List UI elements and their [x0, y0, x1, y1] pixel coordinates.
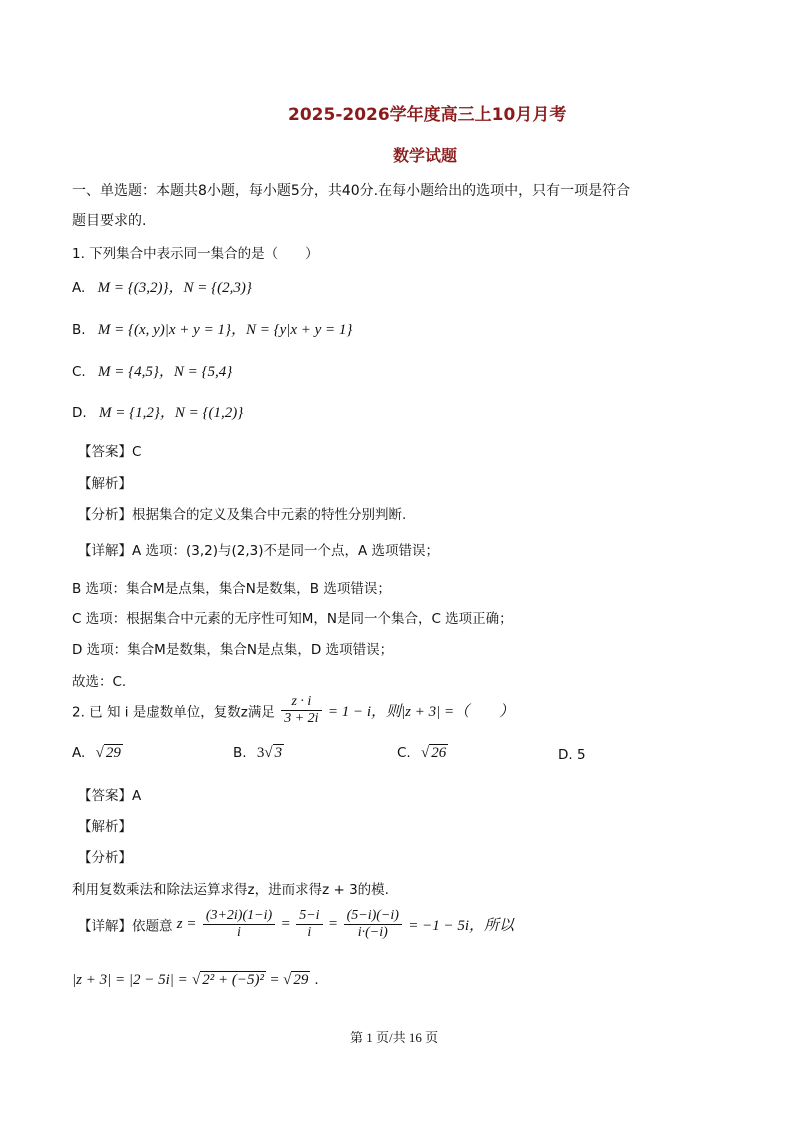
q1-stem: 1. 下列集合中表示同一集合的是（ ）: [72, 246, 319, 262]
fraction-numerator: z · i: [281, 694, 321, 711]
detail-prefix: 【详解】依题意: [78, 918, 173, 935]
equals-sign: =: [281, 916, 290, 932]
q2-fenxi-head: 【分析】: [78, 850, 132, 866]
sqrt-expression: 3√ 3: [256, 745, 283, 761]
page-title: 2025-2026学年度高三上10月月考: [288, 105, 567, 125]
q1-detail-b: B 选项：集合M是点集，集合N是数集，B 选项错误；: [72, 581, 391, 597]
option-math: M = {1,2}，N = {(1,2)}: [98, 405, 244, 421]
option-label: C.: [72, 364, 86, 380]
equals-sign: =: [328, 916, 338, 932]
fraction-1: [203, 908, 275, 941]
q2-answer: 【答案】A: [78, 788, 142, 804]
sqrt-expression: √ 2² + (−5)²: [192, 972, 265, 988]
q2-option-c: [397, 745, 448, 762]
q2-stem-prefix: 2. 已 知 i 是虚数单位，复数z满足: [72, 704, 275, 721]
fraction-denominator: i: [307, 925, 312, 940]
q2-fraction: [281, 694, 321, 727]
fraction-3: [344, 908, 402, 941]
option-label: C.: [397, 745, 411, 761]
fraction-numerator: 5−i: [296, 908, 322, 925]
q1-answer: 【答案】C: [78, 444, 142, 460]
option-label: D.: [72, 405, 87, 421]
fraction-2: [296, 908, 322, 941]
section-heading-line2: 题目要求的.: [72, 213, 147, 229]
option-math: M = {(3,2)}，N = {(2,3)}: [97, 280, 252, 296]
option-label: A.: [72, 280, 86, 296]
q1-analysis-head: 【解析】: [78, 476, 132, 492]
q2-modulus: [72, 972, 318, 989]
page-number: 第 1 页/共 16 页: [350, 1030, 439, 1045]
q2-stem: [72, 694, 514, 727]
q2-option-b: [233, 745, 284, 762]
radicand: 3: [274, 745, 283, 761]
q2-stem-suffix: = 1 − i，则|z + 3| =（ ）: [327, 704, 515, 720]
q1-option-c: [72, 360, 232, 381]
coefficient: 3: [256, 745, 265, 761]
q1-detail-c: C 选项：根据集合中元素的无序性可知M，N是同一个集合，C 选项正确；: [72, 611, 513, 627]
option-label: B.: [72, 322, 86, 338]
q1-option-a: [72, 276, 252, 297]
radicand: 29: [105, 745, 121, 761]
q1-choice: 故选：C.: [72, 674, 127, 690]
fraction-numerator: (5−i)(−i): [344, 908, 402, 925]
equals-sign: =: [270, 972, 279, 988]
radicand: 2² + (−5)²: [202, 972, 265, 988]
fraction-denominator: i·(−i): [357, 925, 388, 940]
option-math: M = {4,5}，N = {5,4}: [98, 364, 233, 380]
q2-option-a: [72, 745, 123, 762]
section-heading-line1: 一、单选题：本题共8小题，每小题5分，共40分.在每小题给出的选项中，只有一项是符合: [72, 183, 631, 199]
fraction-denominator: 3 + 2i: [284, 711, 319, 726]
sqrt-expression: √ 26: [421, 745, 447, 761]
q1-option-d: [72, 401, 243, 422]
q2-detail: [78, 908, 514, 941]
q2-analysis-head: 【解析】: [78, 819, 132, 835]
option-label: B.: [233, 745, 247, 761]
q2-option-d: D. 5: [558, 747, 586, 763]
page-subtitle: 数学试题: [393, 146, 458, 165]
sqrt-expression: √ 29: [283, 972, 309, 988]
fraction-numerator: (3+2i)(1−i): [203, 908, 275, 925]
q2-fenxi-text: 利用复数乘法和除法运算求得z，进而求得z + 3的模.: [72, 882, 389, 898]
modulus-left: |z + 3| = |2 − 5i| =: [72, 972, 188, 988]
q1-detail-d: D 选项：集合M是数集，集合N是点集，D 选项错误；: [72, 642, 394, 658]
q1-detail-a: 【详解】A 选项：(3,2)与(2,3)不是同一个点，A 选项错误；: [78, 543, 440, 559]
radicand: 26: [431, 745, 447, 761]
option-label: A.: [72, 745, 86, 761]
option-math: M = {(x, y)|x + y = 1}，N = {y|x + y = 1}: [97, 322, 353, 338]
detail-result: = −1 − 5i，所以: [408, 918, 515, 934]
q1-option-b: [72, 318, 352, 339]
radicand: 29: [293, 972, 309, 988]
fraction-denominator: i: [237, 925, 241, 940]
sqrt-expression: √ 29: [95, 745, 121, 761]
period: .: [314, 972, 319, 988]
q1-fenxi: 【分析】根据集合的定义及集合中元素的特性分别判断.: [78, 507, 407, 523]
detail-z: z =: [176, 916, 197, 932]
